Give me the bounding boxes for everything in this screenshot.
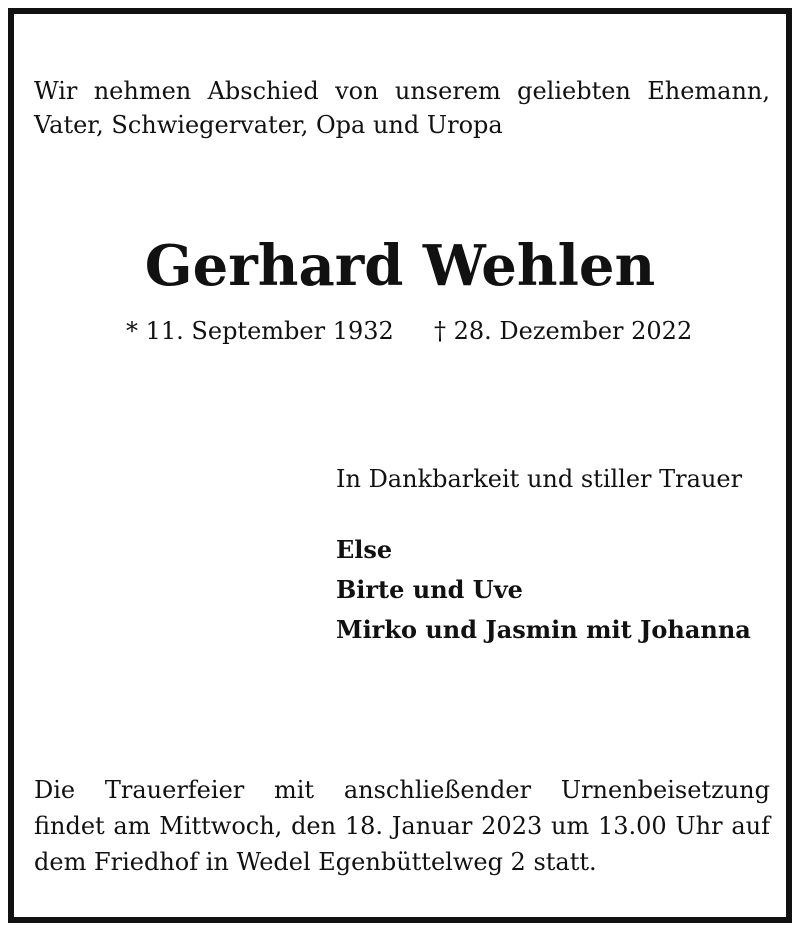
ceremony-details bbox=[34, 772, 770, 880]
family-member: Else bbox=[336, 535, 393, 564]
family-names bbox=[336, 530, 751, 650]
ceremony-line: Die Trauerfeier mit anschließender Urnenbeisetzung bbox=[34, 776, 770, 804]
mourning-phrase: In Dankbarkeit und stiller Trauer bbox=[336, 465, 743, 493]
family-member: Mirko und Jasmin mit Johanna bbox=[336, 615, 751, 644]
family-member: Birte und Uve bbox=[336, 575, 523, 604]
intro-line: Vater, Schwiegervater, Opa und Uropa bbox=[34, 111, 503, 139]
intro-text bbox=[34, 74, 770, 142]
intro-line: Wir nehmen Abschied von unserem geliebten Ehemann, bbox=[34, 77, 770, 105]
ceremony-line: findet am Mittwoch, den 18. Januar 2023 um 13.00 Uhr auf bbox=[34, 812, 770, 840]
ceremony-line: dem Friedhof in Wedel Egenbüttelweg 2 statt. bbox=[34, 848, 597, 876]
life-dates bbox=[14, 314, 786, 348]
obituary-notice bbox=[8, 8, 792, 923]
deceased-name: Gerhard Wehlen bbox=[144, 233, 656, 299]
death-date: † 28. Dezember 2022 bbox=[434, 317, 693, 345]
birth-date: * 11. September 1932 bbox=[126, 317, 394, 345]
